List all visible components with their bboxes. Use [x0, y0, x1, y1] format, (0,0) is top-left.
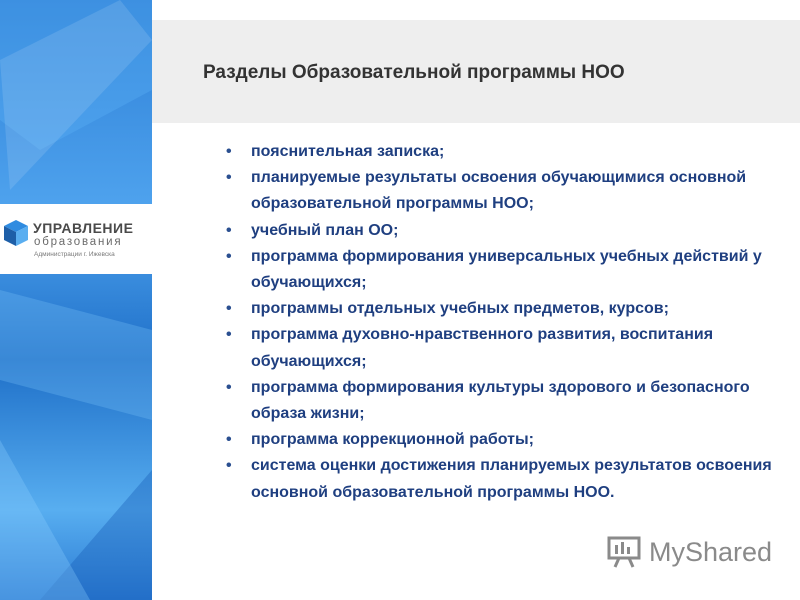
logo-title: УПРАВЛЕНИЕ	[33, 220, 134, 236]
bullet-text: программа формирования универсальных учебных действий у обучающихся;	[251, 247, 762, 292]
presentation-board-icon	[607, 536, 641, 568]
bullet-item: • программа формирования универсальных учебных действий у обучающихся;	[226, 247, 762, 292]
bullet-text: программа духовно-нравственного развития, воспитания обучающихся;	[251, 326, 714, 370]
slide-title: Разделы Образовательной программы НОО	[203, 62, 625, 83]
bullet-text: программы отдельных учебных предметов, курсов;	[251, 300, 669, 318]
bullet-item: • программа духовно-нравственного развития, воспитания обучающихся;	[226, 326, 714, 370]
bullet-item: • программы отдельных учебных предметов, курсов;	[226, 300, 669, 318]
watermark	[607, 536, 772, 568]
bullet-text: система оценки достижения планируемых результатов освоения основной образовательной программы НОО.	[251, 457, 772, 501]
bullet-item: • система оценки достижения планируемых результатов освоения основной образовательной программы НОО.	[226, 457, 772, 501]
cube-logo-icon	[2, 218, 30, 248]
bullet-text: пояснительная записка;	[251, 143, 445, 160]
bullet-text: планируемые результаты освоения обучающимися основной образовательной программы НОО;	[251, 169, 747, 213]
bullet-item: • программа формирования культуры здорового и безопасного образа жизни;	[226, 378, 750, 423]
bullet-list	[226, 139, 786, 506]
watermark-text: MyShared	[649, 536, 773, 567]
decorative-blue-panel	[0, 0, 152, 600]
bullet-item: • планируемые результаты освоения обучающимися основной образовательной программы НОО;	[226, 169, 747, 213]
logo-subtitle: образования	[34, 236, 123, 248]
bullet-item: • пояснительная записка;	[226, 143, 445, 160]
bullet-text: программа формирования культуры здорового и безопасного образа жизни;	[251, 378, 750, 423]
bullet-text: программа коррекционной работы;	[251, 431, 534, 449]
logo-note: Администрации г. Ижевска	[34, 251, 115, 258]
bullet-item: • учебный план ОО;	[226, 221, 399, 239]
bullet-item: • программа коррекционной работы;	[226, 431, 534, 449]
decorative-shapes	[0, 0, 152, 600]
bullet-text: учебный план ОО;	[251, 221, 399, 239]
